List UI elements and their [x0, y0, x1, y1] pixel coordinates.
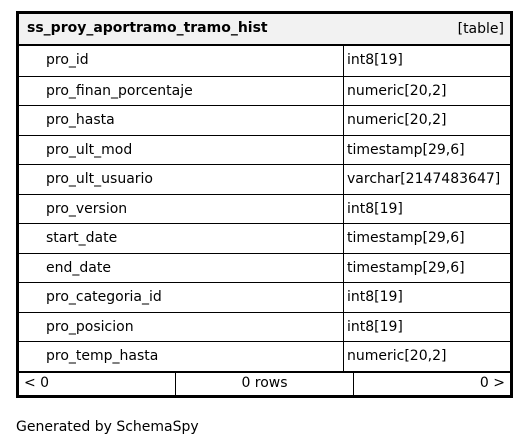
column-name: end_date [19, 254, 344, 283]
column-type: numeric[20,2] [347, 112, 447, 128]
column-type: int8[19] [347, 52, 403, 68]
column-type: int8[19] [347, 318, 403, 335]
column-row [19, 135, 510, 165]
column-list [19, 46, 510, 371]
column-name: pro_hasta [19, 106, 344, 135]
column-row [19, 46, 510, 76]
table-footer [19, 371, 510, 395]
column-type: numeric[20,2] [347, 348, 447, 364]
column-name: pro_finan_porcentaje [19, 77, 344, 106]
column-type: timestamp[29,6] [347, 230, 465, 246]
column-name: pro_ult_mod [19, 136, 344, 165]
column-name: pro_temp_hasta [19, 342, 344, 371]
table-header [19, 14, 510, 46]
column-name: pro_ult_usuario [19, 165, 344, 194]
column-row [19, 105, 510, 135]
column-name: pro_categoria_id [19, 283, 344, 312]
column-name: start_date [19, 224, 344, 253]
table-entity [16, 11, 513, 398]
column-type: int8[19] [347, 200, 403, 217]
table-name: ss_proy_aportramo_tramo_hist [27, 20, 268, 36]
column-row [19, 164, 510, 194]
column-row [19, 223, 510, 253]
row-count: 0 rows [176, 373, 354, 395]
column-row [19, 312, 510, 342]
column-type: varchar[2147483647] [347, 171, 501, 187]
column-name: pro_posicion [19, 313, 344, 342]
column-name: pro_id [19, 46, 344, 76]
column-row [19, 282, 510, 312]
column-name: pro_version [19, 195, 344, 224]
column-type: int8[19] [347, 289, 403, 305]
column-row [19, 76, 510, 106]
column-type: timestamp[29,6] [347, 259, 465, 276]
child-count: 0 > [479, 374, 505, 391]
column-row [19, 253, 510, 283]
parent-count: < 0 [19, 373, 176, 395]
table-kind-label: [table] [457, 21, 504, 37]
generated-by-caption: Generated by SchemaSpy [16, 419, 199, 435]
column-row [19, 194, 510, 224]
column-type: numeric[20,2] [347, 82, 447, 99]
column-row [19, 341, 510, 371]
column-type: timestamp[29,6] [347, 141, 465, 158]
